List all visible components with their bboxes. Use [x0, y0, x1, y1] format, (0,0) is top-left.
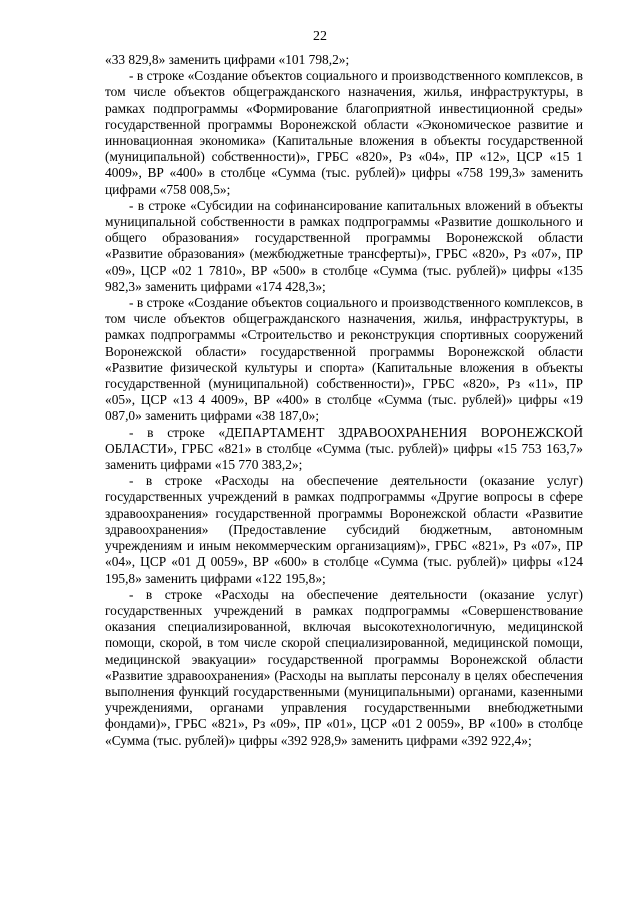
- paragraph-continuation: «33 829,8» заменить цифрами «101 798,2»;: [105, 52, 350, 67]
- paragraph-amendment: - в строке «ДЕПАРТАМЕНТ ЗДРАВООХРАНЕНИЯ ВОРОНЕЖСКОЙ ОБЛАСТИ», ГРБС «821» в столбце «Сумма (тыс. рублей)» цифры «15 753 163,7» заменить цифрами «15 770 383,2»;: [105, 424, 583, 473]
- paragraph-amendment: - в строке «Субсидии на софинансирование капитальных вложений в объекты муниципальной собственности в рамках подпрограммы «Развитие дошкольного и общего образования» государственной программы Воронежской области «Развитие образования» (межбюджетные трансферты)», ГРБС «820», Рз «07», ПР «09», ЦСР «02 1 7810», ВР «500» в столбце «Сумма (тыс. рублей)» цифры «135 982,3» заменить цифрами «174 428,3»;: [105, 197, 583, 294]
- document-body: [105, 52, 583, 749]
- paragraph-amendment: - в строке «Расходы на обеспечение деятельности (оказание услуг) государственных учреждений в рамках подпрограммы «Совершенствование оказания специализированной, включая высокотехнологичную, медицинской помощи, скорой, в том числе скорой специализированной, медицинской помощи, медицинской эвакуации» государственной программы Воронежской области «Развитие здравоохранения» (Расходы на выплаты персоналу в целях обеспечения выполнения функций государственными (муниципальными) органами, казенными учреждениями, органами управления государственными внебюджетными фондами)», ГРБС «821», Рз «09», ПР «01», ЦСР «01 2 0059», ВР «100» в столбце «Сумма (тыс. рублей)» цифры «392 928,9» заменить цифрами «392 922,4»;: [105, 586, 583, 748]
- page-number: 22: [313, 29, 327, 44]
- paragraph-amendment: - в строке «Расходы на обеспечение деятельности (оказание услуг) государственных учреждений в рамках подпрограммы «Другие вопросы в сфере здравоохранения» государственной программы Воронежской области «Развитие здравоохранения» (Предоставление субсидий бюджетным, автономным учреждениям и иным некоммерческим организациям)», ГРБС «821», Рз «07», ПР «04», ЦСР «01 Д 0059», ВР «600» в столбце «Сумма (тыс. рублей)» цифры «124 195,8» заменить цифрами «122 195,8»;: [105, 473, 583, 586]
- paragraph-amendment: - в строке «Создание объектов социального и производственного комплексов, в том числе объектов общегражданского назначения, жилья, инфраструктуры, в рамках подпрограммы «Формирование благоприятной инвестиционной среды» государственной программы Воронежской области «Экономическое развитие и инновационная экономика» (Капитальные вложения в объекты государственной (муниципальной) собственности)», ГРБС «820», Рз «04», ПР «12», ЦСР «15 1 4009», ВР «400» в столбце «Сумма (тыс. рублей)» цифры «758 199,3» заменить цифрами «758 008,5»;: [105, 68, 583, 197]
- paragraph-amendment: - в строке «Создание объектов социального и производственного комплексов, в том числе объектов общегражданского назначения, жилья, инфраструктуры, в рамках подпрограммы «Строительство и реконструкция спортивных сооружений Воронежской области» государственной программы Воронежской области «Развитие физической культуры и спорта» (Капитальные вложения в объекты государственной (муниципальной) собственности)», ГРБС «820», Рз «11», ПР «05», ЦСР «13 4 4009», ВР «400» в столбце «Сумма (тыс. рублей)» цифры «19 087,0» заменить цифрами «38 187,0»;: [105, 295, 583, 424]
